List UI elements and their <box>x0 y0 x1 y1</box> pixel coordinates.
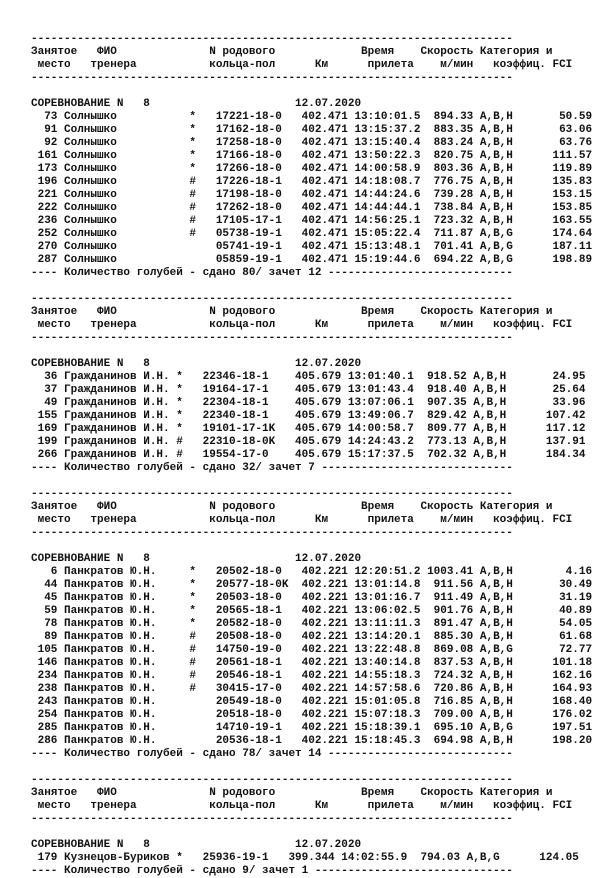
table-row: 173 Солнышко * 17266-18-0 402.471 14:00:58.9 803.36 A,B,H 119.89 <box>31 163 593 175</box>
header-line-1: Занятое ФИО N родового Время Скорость Категория и <box>31 306 553 318</box>
header-line-1: Занятое ФИО N родового Время Скорость Категория и <box>31 501 553 513</box>
header-rule-top: ------------------------------------------------------------------------- <box>31 774 513 786</box>
header-rule-bottom: ------------------------------------------------------------------------- <box>31 72 513 84</box>
table-row: 238 Панкратов Ю.Н. # 30415-17-0 402.221 14:57:58.6 720.86 A,B,H 164.93 <box>31 683 593 695</box>
section-footer: ---- Количество голубей - сдано 9/ зачет 1 ------------------------------ <box>31 865 513 877</box>
header-rule-top: ------------------------------------------------------------------------- <box>31 488 513 500</box>
table-row: 91 Солнышко * 17162-18-0 402.471 13:15:37.2 883.35 A,B,H 63.06 <box>31 124 593 136</box>
table-row: 92 Солнышко * 17258-18-0 402.471 13:15:40.4 883.24 A,B,H 63.76 <box>31 137 593 149</box>
header-line-1: Занятое ФИО N родового Время Скорость Категория и <box>31 46 553 58</box>
table-row: 37 Гражданинов И.Н. * 19164-17-1 405.679 13:01:43.4 918.40 A,B,H 25.64 <box>31 384 586 396</box>
header-line-2: место тренера кольца-пол Км прилета м/мин коэффиц. FCI <box>31 59 573 71</box>
header-spacer <box>31 540 592 553</box>
table-row: 252 Солнышко # 05738-19-1 402.471 15:05:22.4 711.87 A,B,G 174.64 <box>31 228 593 240</box>
competition-line: СОРЕВНОВАНИЕ N 8 12.07.2020 <box>31 839 362 851</box>
table-row: 222 Солнышко # 17262-18-0 402.471 14:44:44.1 738.84 A,B,H 153.85 <box>31 202 593 214</box>
header-line-2: место тренера кольца-пол Км прилета м/мин коэффиц. FCI <box>31 319 573 331</box>
competition-line: СОРЕВНОВАНИЕ N 8 12.07.2020 <box>31 98 362 110</box>
header-spacer <box>31 826 592 839</box>
header-spacer <box>31 345 592 358</box>
table-row: 45 Панкратов Ю.Н. * 20503-18-0 402.221 13:01:16.7 911.49 A,B,H 31.19 <box>31 592 593 604</box>
results-document <box>31 33 592 878</box>
competition-line: СОРЕВНОВАНИЕ N 8 12.07.2020 <box>31 358 362 370</box>
table-row: 287 Солнышко 05859-19-1 402.471 15:19:44.6 694.22 A,B,G 198.89 <box>31 254 593 266</box>
table-row: 49 Гражданинов И.Н. * 22304-18-1 405.679 13:07:06.1 907.35 A,B,H 33.96 <box>31 397 586 409</box>
table-row: 286 Панкратов Ю.Н. 20536-18-1 402.221 15:18:45.3 694.98 A,B,H 198.20 <box>31 735 593 747</box>
header-rule-bottom: ------------------------------------------------------------------------- <box>31 332 513 344</box>
competition-line: СОРЕВНОВАНИЕ N 8 12.07.2020 <box>31 553 362 565</box>
table-row: 161 Солнышко * 17166-18-0 402.471 13:50:22.3 820.75 A,B,H 111.57 <box>31 150 593 162</box>
result-section <box>31 280 592 475</box>
header-rule-bottom: ------------------------------------------------------------------------- <box>31 527 513 539</box>
table-row: 236 Солнышко # 17105-17-1 402.471 14:56:25.1 723.32 A,B,H 163.55 <box>31 215 593 227</box>
table-row: 285 Панкратов Ю.Н. 14710-19-1 402.221 15:18:39.1 695.10 A,B,G 197.51 <box>31 722 593 734</box>
header-rule-bottom: ------------------------------------------------------------------------- <box>31 813 513 825</box>
table-row: 270 Солнышко 05741-19-1 402.471 15:13:48.1 701.41 A,B,G 187.11 <box>31 241 593 253</box>
header-rule-top: ------------------------------------------------------------------------- <box>31 33 513 45</box>
table-row: 59 Панкратов Ю.Н. * 20565-18-1 402.221 13:06:02.5 901.76 A,B,H 40.89 <box>31 605 593 617</box>
table-row: 78 Панкратов Ю.Н. * 20582-18-0 402.221 13:11:11.3 891.47 A,B,H 54.05 <box>31 618 593 630</box>
section-spacer <box>31 761 592 774</box>
table-row: 89 Панкратов Ю.Н. # 20508-18-0 402.221 13:14:20.1 885.30 A,B,H 61.68 <box>31 631 593 643</box>
table-row: 6 Панкратов Ю.Н. * 20502-18-0 402.221 12:20:51.2 1003.41 A,B,H 4.16 <box>31 566 593 578</box>
section-spacer <box>31 280 592 293</box>
table-row: 196 Солнышко # 17226-18-1 402.471 14:18:08.7 776.75 A,B,H 135.83 <box>31 176 593 188</box>
header-rule-top: ------------------------------------------------------------------------- <box>31 293 513 305</box>
header-line-2: место тренера кольца-пол Км прилета м/мин коэффиц. FCI <box>31 514 573 526</box>
table-row: 179 Кузнецов-Буриков * 25936-19-1 399.344 14:02:55.9 794.03 A,B,G 124.05 <box>31 852 579 864</box>
table-row: 36 Гражданинов И.Н. * 22346-18-1 405.679 13:01:40.1 918.52 A,B,H 24.95 <box>31 371 586 383</box>
result-section <box>31 33 592 280</box>
table-row: 234 Панкратов Ю.Н. # 20546-18-1 402.221 14:55:18.3 724.32 A,B,H 162.16 <box>31 670 593 682</box>
section-spacer <box>31 475 592 488</box>
table-row: 73 Солнышко * 17221-18-0 402.471 13:10:01.5 894.33 A,B,H 50.59 <box>31 111 593 123</box>
table-row: 44 Панкратов Ю.Н. * 20577-18-0K 402.221 13:01:14.8 911.56 A,B,H 30.49 <box>31 579 593 591</box>
section-footer: ---- Количество голубей - сдано 32/ зачет 7 ----------------------------- <box>31 462 513 474</box>
table-row: 243 Панкратов Ю.Н. 20549-18-0 402.221 15:01:05.8 716.85 A,B,H 168.40 <box>31 696 593 708</box>
table-row: 199 Гражданинов И.Н. # 22310-18-0K 405.679 14:24:43.2 773.13 A,B,H 137.91 <box>31 436 586 448</box>
table-row: 105 Панкратов Ю.Н. # 14750-19-0 402.221 13:22:48.8 869.08 A,B,G 72.77 <box>31 644 593 656</box>
result-section <box>31 761 592 878</box>
table-row: 155 Гражданинов И.Н. * 22340-18-1 405.679 13:49:06.7 829.42 A,B,H 107.42 <box>31 410 586 422</box>
table-row: 146 Панкратов Ю.Н. # 20561-18-1 402.221 13:40:14.8 837.53 A,B,H 101.18 <box>31 657 593 669</box>
result-section <box>31 475 592 761</box>
header-line-1: Занятое ФИО N родового Время Скорость Категория и <box>31 787 553 799</box>
table-row: 266 Гражданинов И.Н. # 19554-17-0 405.679 15:17:37.5 702.32 A,B,H 184.34 <box>31 449 586 461</box>
section-footer: ---- Количество голубей - сдано 78/ зачет 14 ---------------------------- <box>31 748 513 760</box>
table-row: 254 Панкратов Ю.Н. 20518-18-0 402.221 15:07:18.3 709.00 A,B,H 176.02 <box>31 709 593 721</box>
section-footer: ---- Количество голубей - сдано 80/ зачет 12 ---------------------------- <box>31 267 513 279</box>
header-spacer <box>31 85 592 98</box>
table-row: 221 Солнышко # 17198-18-0 402.471 14:44:24.6 739.28 A,B,H 153.15 <box>31 189 593 201</box>
header-line-2: место тренера кольца-пол Км прилета м/мин коэффиц. FCI <box>31 800 573 812</box>
table-row: 169 Гражданинов И.Н. * 19101-17-1K 405.679 14:00:58.7 809.77 A,B,H 117.12 <box>31 423 586 435</box>
